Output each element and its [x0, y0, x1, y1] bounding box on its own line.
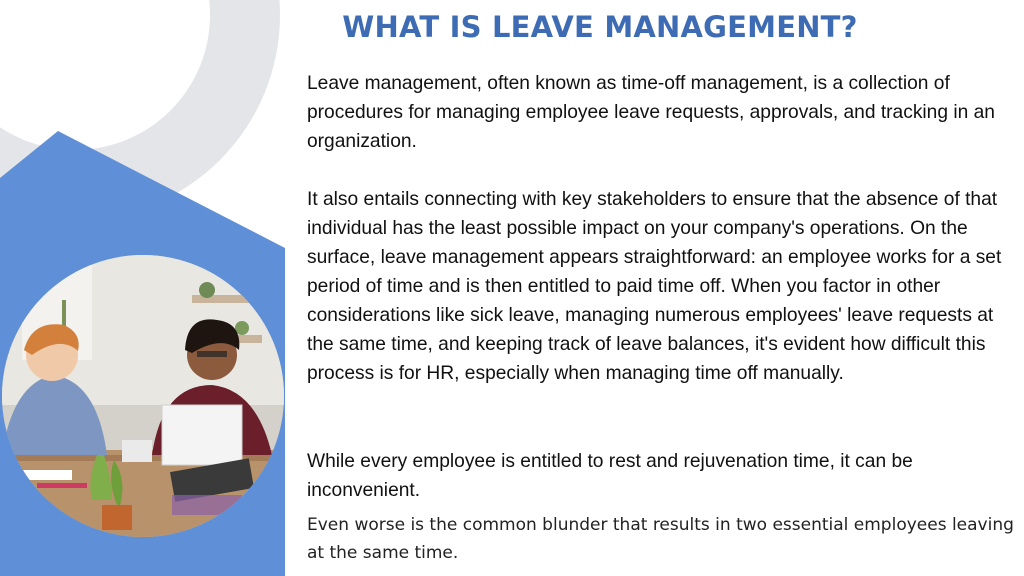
paragraph-definition: Leave management, often known as time-off management, is a collection of procedures for managing employee leave requests, approvals, and tracking in an organization. — [307, 73, 995, 152]
paragraph-details: It also entails connecting with key stakeholders to ensure that the absence of that individual has the least possible impact on your company's operations. On the surface, leave management appears straightforward: an employee works for a set period of time and is then entitled to paid time off. When you factor in other considerations like sick leave, managing numerous employees' leave requests at the same time, and keeping track of leave balances, it's evident how difficult this process is for HR, especially when managing time off manually. — [307, 189, 1002, 384]
office-meeting-photo — [2, 255, 284, 537]
paragraph-blunder: Even worse is the common blunder that results in two essential employees leaving at the same time. — [307, 515, 1014, 563]
page-title: WHAT IS LEAVE MANAGEMENT? — [342, 10, 858, 44]
paragraph-rest-time: While every employee is entitled to rest and rejuvenation time, it can be inconvenient. — [307, 451, 913, 501]
